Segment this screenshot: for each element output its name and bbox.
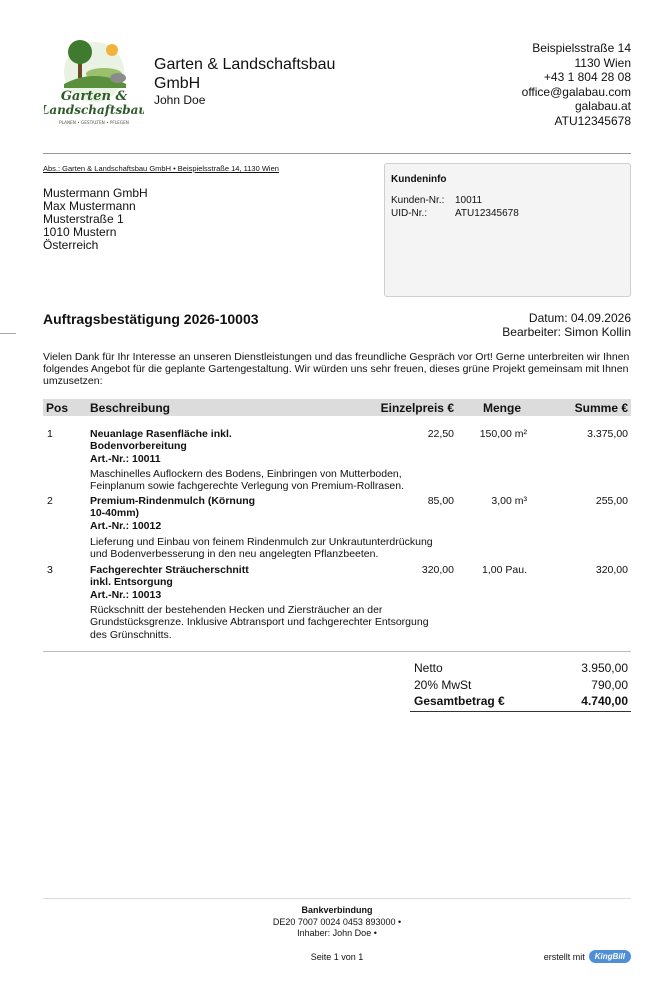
sender-web: galabau.at bbox=[574, 99, 631, 113]
row-qty: 3,00 m³ bbox=[491, 495, 527, 507]
row-price: 22,50 bbox=[427, 428, 454, 440]
recipient-street: Musterstraße 1 bbox=[43, 212, 124, 226]
sun-icon bbox=[106, 44, 118, 56]
col-price: Einzelpreis € bbox=[380, 401, 454, 415]
uid-value: ATU12345678 bbox=[455, 208, 519, 219]
recipient-city: 1010 Mustern bbox=[43, 225, 117, 239]
intro-text: Vielen Dank für Ihr Interesse an unseren Dienstleistungen und das freundliche Gespräch vor Ort! Gerne unterbreiten wir Ihnen folgendes Angebot für die geplante Gartengestaltung. Wir würden uns sehr freuen, dieses grüne Projekt gemeinsam mit Ihnen umzusetzen: bbox=[43, 351, 630, 387]
document-editor: Bearbeiter: Simon Kollin bbox=[502, 325, 631, 339]
sender-uid: ATU12345678 bbox=[554, 113, 631, 128]
gesamt-row bbox=[410, 694, 631, 712]
row-artnr: Art.-Nr.: 10012 bbox=[90, 519, 162, 532]
row-note-line1: Rückschnitt der bestehenden Hecken und Ziersträucher an der bbox=[90, 604, 383, 616]
uid-row bbox=[391, 207, 624, 220]
created-with bbox=[544, 950, 631, 963]
kunden-nr-value: 10011 bbox=[455, 195, 483, 206]
row-price: 320,00 bbox=[421, 564, 454, 576]
row-title-line1: Fachgerechter Sträucherschnitt bbox=[90, 564, 249, 576]
row-sum: 320,00 bbox=[595, 564, 628, 576]
row-note bbox=[90, 468, 490, 493]
mwst-value: 790,00 bbox=[591, 677, 628, 692]
company-name bbox=[154, 55, 335, 93]
row-pos: 1 bbox=[47, 428, 53, 440]
mwst-row bbox=[410, 678, 631, 695]
kingbill-logo[interactable]: KingBill bbox=[589, 950, 631, 963]
company-name-line1: Garten & Landschaftsbau bbox=[154, 56, 336, 73]
svg-text:PLANEN • GESTALTEN • PFLEGEN: PLANEN • GESTALTEN • PFLEGEN bbox=[59, 120, 129, 125]
svg-text:Landschaftsbau: Landschaftsbau bbox=[44, 103, 144, 117]
company-person: John Doe bbox=[154, 93, 206, 107]
table-row bbox=[43, 564, 631, 644]
row-description bbox=[90, 428, 310, 465]
document-meta bbox=[502, 311, 631, 339]
mwst-label: 20% MwSt bbox=[414, 677, 472, 692]
kundeninfo-title: Kundeninfo bbox=[391, 174, 447, 185]
col-desc: Beschreibung bbox=[90, 401, 171, 415]
netto-value: 3.950,00 bbox=[581, 661, 628, 675]
row-description bbox=[90, 495, 310, 532]
row-qty: 150,00 m² bbox=[479, 428, 527, 440]
row-note-line2: und Bodenverbesserung in den neu angelegten Pflanzbeeten. bbox=[90, 548, 379, 561]
col-sum: Summe € bbox=[574, 401, 628, 415]
uid-label: UID-Nr.: bbox=[391, 208, 428, 219]
sender-phone: +43 1 804 28 08 bbox=[543, 70, 631, 84]
company-name-line2: GmbH bbox=[154, 75, 201, 92]
recipient-company: Mustermann GmbH bbox=[43, 186, 148, 200]
table-row bbox=[43, 495, 631, 561]
row-note-line1: Maschinelles Auflockern des Bodens, Einbringen von Mutterboden, bbox=[90, 468, 402, 480]
row-title-line1: Premium-Rindenmulch (Körnung bbox=[90, 495, 256, 507]
row-note bbox=[90, 536, 490, 561]
bank-owner: Inhaber: John Doe • bbox=[297, 928, 377, 938]
table-row bbox=[43, 428, 631, 494]
row-title-line2: Bodenvorbereitung bbox=[90, 440, 187, 453]
document-date: Datum: 04.09.2026 bbox=[528, 311, 631, 325]
row-note bbox=[90, 604, 490, 641]
row-note-line2: Grundstücksgrenze. Inklusive Abtransport und fachgerechter Entsorgung bbox=[90, 616, 429, 629]
row-sum: 255,00 bbox=[595, 495, 628, 507]
col-qty: Menge bbox=[482, 401, 521, 415]
recipient-name: Max Mustermann bbox=[43, 199, 136, 213]
row-note-line1: Lieferung und Einbau von feinem Rindenmulch zur Unkrautunterdrückung bbox=[90, 536, 433, 548]
row-pos: 2 bbox=[47, 495, 53, 507]
header-divider bbox=[43, 153, 631, 154]
document-title: Auftragsbestätigung 2026-10003 bbox=[43, 311, 259, 327]
svg-text:Garten &: Garten & bbox=[60, 89, 128, 104]
kundeninfo-box bbox=[384, 163, 631, 297]
table-header bbox=[43, 399, 631, 416]
row-artnr: Art.-Nr.: 10011 bbox=[90, 452, 161, 465]
col-pos: Pos bbox=[46, 401, 69, 415]
bank-title: Bankverbindung bbox=[301, 905, 373, 915]
row-note-line2: Feinplanum sowie fachgerechte Verlegung von Premium-Rollrasen. bbox=[90, 480, 404, 493]
netto-label: Netto bbox=[414, 661, 443, 675]
table-divider bbox=[43, 651, 631, 652]
row-qty: 1,00 Pau. bbox=[482, 564, 527, 576]
row-note-line3: des Grünschnitts. bbox=[90, 628, 172, 641]
row-artnr: Art.-Nr.: 10013 bbox=[90, 588, 162, 601]
sender-street: Beispielsstraße 14 bbox=[532, 41, 631, 55]
company-logo bbox=[44, 34, 144, 130]
row-description bbox=[90, 564, 310, 601]
kunden-nr-row bbox=[391, 194, 624, 207]
sender-city: 1130 Wien bbox=[574, 55, 631, 70]
kunden-nr-label: Kunden-Nr.: bbox=[391, 195, 445, 206]
recipient-country: Österreich bbox=[43, 238, 99, 252]
netto-row bbox=[410, 661, 631, 678]
row-title-line2: 10-40mm) bbox=[90, 507, 140, 520]
sender-email: office@galabau.com bbox=[521, 84, 631, 99]
footer-bank bbox=[43, 905, 631, 940]
recipient-address bbox=[43, 187, 148, 252]
sender-block bbox=[522, 41, 631, 128]
fold-mark bbox=[0, 333, 16, 334]
row-price: 85,00 bbox=[427, 495, 454, 507]
page-number: Seite 1 von 1 bbox=[310, 952, 364, 962]
created-with-label: erstellt mit bbox=[543, 951, 585, 962]
row-title-line1: Neuanlage Rasenfläche inkl. bbox=[90, 428, 232, 440]
totals-block bbox=[410, 661, 631, 712]
gesamt-label: Gesamtbetrag € bbox=[414, 694, 505, 708]
footer-divider bbox=[43, 898, 631, 899]
row-pos: 3 bbox=[47, 564, 53, 576]
absender-line: Abs.: Garten & Landschaftsbau GmbH • Beispielsstraße 14, 1130 Wien bbox=[43, 164, 279, 173]
bank-iban: DE20 7007 0024 0453 893000 • bbox=[272, 916, 402, 927]
row-title-line2: inkl. Entsorgung bbox=[90, 576, 173, 589]
gesamt-value: 4.740,00 bbox=[581, 694, 628, 708]
row-sum: 3.375,00 bbox=[587, 428, 628, 440]
